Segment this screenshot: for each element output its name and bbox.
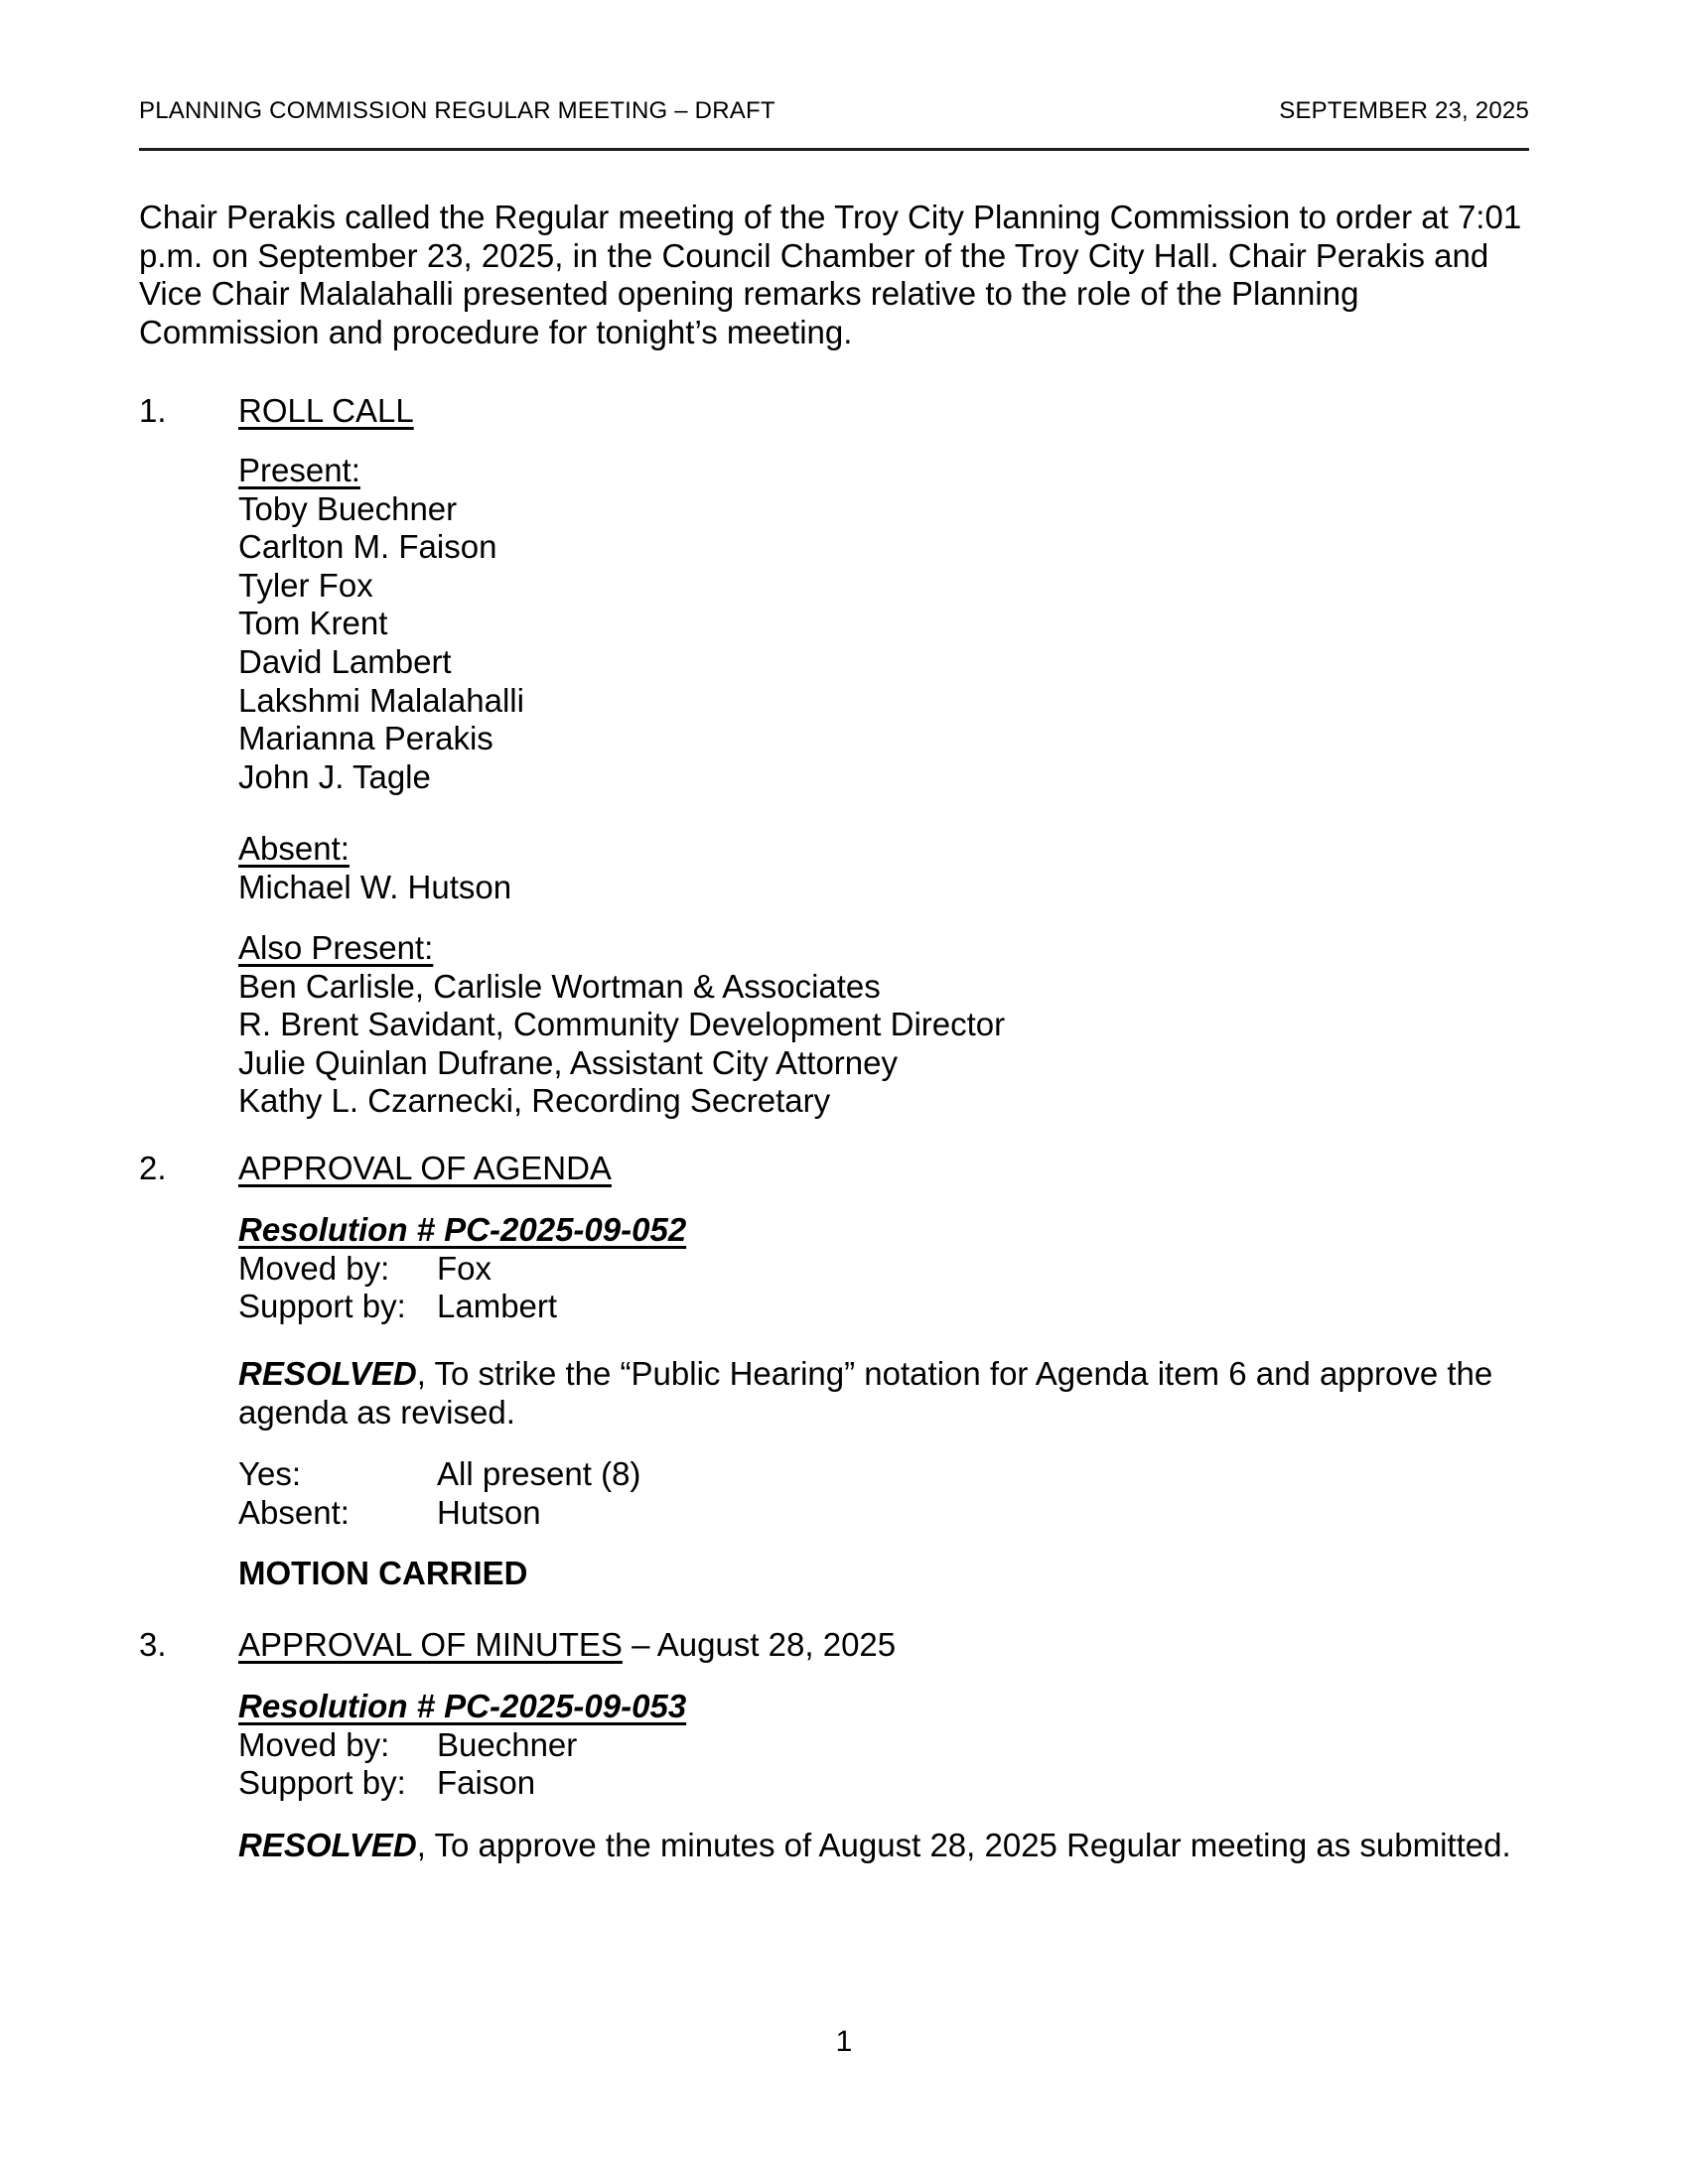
- resolution-block-minutes: [238, 1688, 1539, 1803]
- section-heading-minutes: [139, 1626, 1539, 1665]
- person-name: Kathy L. Czarnecki, Recording Secretary: [238, 1082, 831, 1120]
- resolved-label: RESOLVED: [238, 1355, 417, 1392]
- vote-yes-row: [238, 1455, 1539, 1494]
- section-heading-roll-call: [139, 392, 1539, 431]
- vote-absent-value: Hutson: [437, 1493, 541, 1531]
- resolved-text: , To strike the “Public Hearing” notation for Agenda item 6 and approve the agenda as revised.: [238, 1355, 1493, 1431]
- present-group: [238, 452, 1539, 796]
- person-name: Marianna Perakis: [238, 720, 493, 757]
- vote-absent-label: Absent:: [238, 1493, 350, 1531]
- section-number: 3.: [139, 1626, 167, 1663]
- section-title-suffix: – August 28, 2025: [622, 1626, 897, 1663]
- vote-block-agenda: [238, 1455, 1539, 1532]
- resolved-label: RESOLVED: [238, 1827, 417, 1863]
- section-title: APPROVAL OF MINUTES: [238, 1626, 623, 1663]
- support-by-label: Support by:: [238, 1288, 406, 1325]
- motion-outcome: MOTION CARRIED: [238, 1555, 528, 1591]
- resolution-id: Resolution # PC-2025-09-053: [238, 1688, 687, 1724]
- resolved-paragraph-minutes: [238, 1827, 1539, 1865]
- header-rule: [139, 148, 1529, 151]
- support-by-value: Lambert: [437, 1288, 558, 1325]
- section-title: APPROVAL OF AGENDA: [238, 1150, 612, 1186]
- group-label-absent: Absent:: [238, 830, 350, 867]
- header-date: SEPTEMBER 23, 2025: [1279, 97, 1529, 124]
- support-by-value: Faison: [437, 1764, 536, 1802]
- person-name: Tyler Fox: [238, 566, 373, 604]
- section-number: 1.: [139, 392, 167, 429]
- person-name: David Lambert: [238, 642, 452, 680]
- support-by-label: Support by:: [238, 1764, 406, 1802]
- person-name: Julie Quinlan Dufrane, Assistant City Attorney: [238, 1043, 898, 1081]
- resolution-block-agenda: [238, 1211, 1539, 1326]
- person-name: John J. Tagle: [238, 757, 431, 795]
- group-label-also-present: Also Present:: [238, 929, 434, 966]
- person-name: Carlton M. Faison: [238, 528, 497, 566]
- moved-by-row: [238, 1726, 1539, 1765]
- header-title: PLANNING COMMISSION REGULAR MEETING – DRAFT: [139, 97, 775, 124]
- moved-by-label: Moved by:: [238, 1249, 390, 1287]
- moved-by-row: [238, 1250, 1539, 1289]
- person-name: Ben Carlisle, Carlisle Wortman & Associates: [238, 967, 881, 1005]
- person-name: Michael W. Hutson: [238, 868, 512, 905]
- support-by-row: [238, 1764, 1539, 1803]
- group-label-present: Present:: [238, 452, 360, 488]
- resolved-text: , To approve the minutes of August 28, 2025 Regular meeting as submitted.: [416, 1827, 1511, 1863]
- resolution-id: Resolution # PC-2025-09-052: [238, 1211, 687, 1248]
- resolved-paragraph-agenda: [238, 1355, 1539, 1432]
- moved-by-value: Buechner: [437, 1725, 578, 1763]
- person-name: R. Brent Savidant, Community Development Director: [238, 1006, 1006, 1043]
- also-present-group: [238, 929, 1539, 1121]
- vote-yes-label: Yes:: [238, 1455, 302, 1492]
- vote-absent-row: [238, 1494, 1539, 1533]
- person-name: Tom Krent: [238, 605, 388, 642]
- person-name: Lakshmi Malalahalli: [238, 681, 524, 719]
- support-by-row: [238, 1288, 1539, 1326]
- page-number: 1: [835, 2025, 853, 2058]
- section-title: ROLL CALL: [238, 392, 414, 429]
- person-name: Toby Buechner: [238, 489, 458, 527]
- absent-group: [238, 830, 1539, 906]
- moved-by-value: Fox: [437, 1249, 492, 1287]
- vote-yes-value: All present (8): [437, 1455, 641, 1492]
- section-heading-agenda: [139, 1150, 1539, 1188]
- section-number: 2.: [139, 1150, 167, 1186]
- moved-by-label: Moved by:: [238, 1725, 390, 1763]
- intro-paragraph: Chair Perakis called the Regular meeting of the Troy City Planning Commission to order at 7:01 p.m. on September 23, 2025, in the Council Chamber of the Troy City Hall. Chair Perakis and Vice Chair Malalahalli presented opening remarks relative to the role of the Planning Commission and procedure for tonight’s meeting.: [139, 199, 1522, 350]
